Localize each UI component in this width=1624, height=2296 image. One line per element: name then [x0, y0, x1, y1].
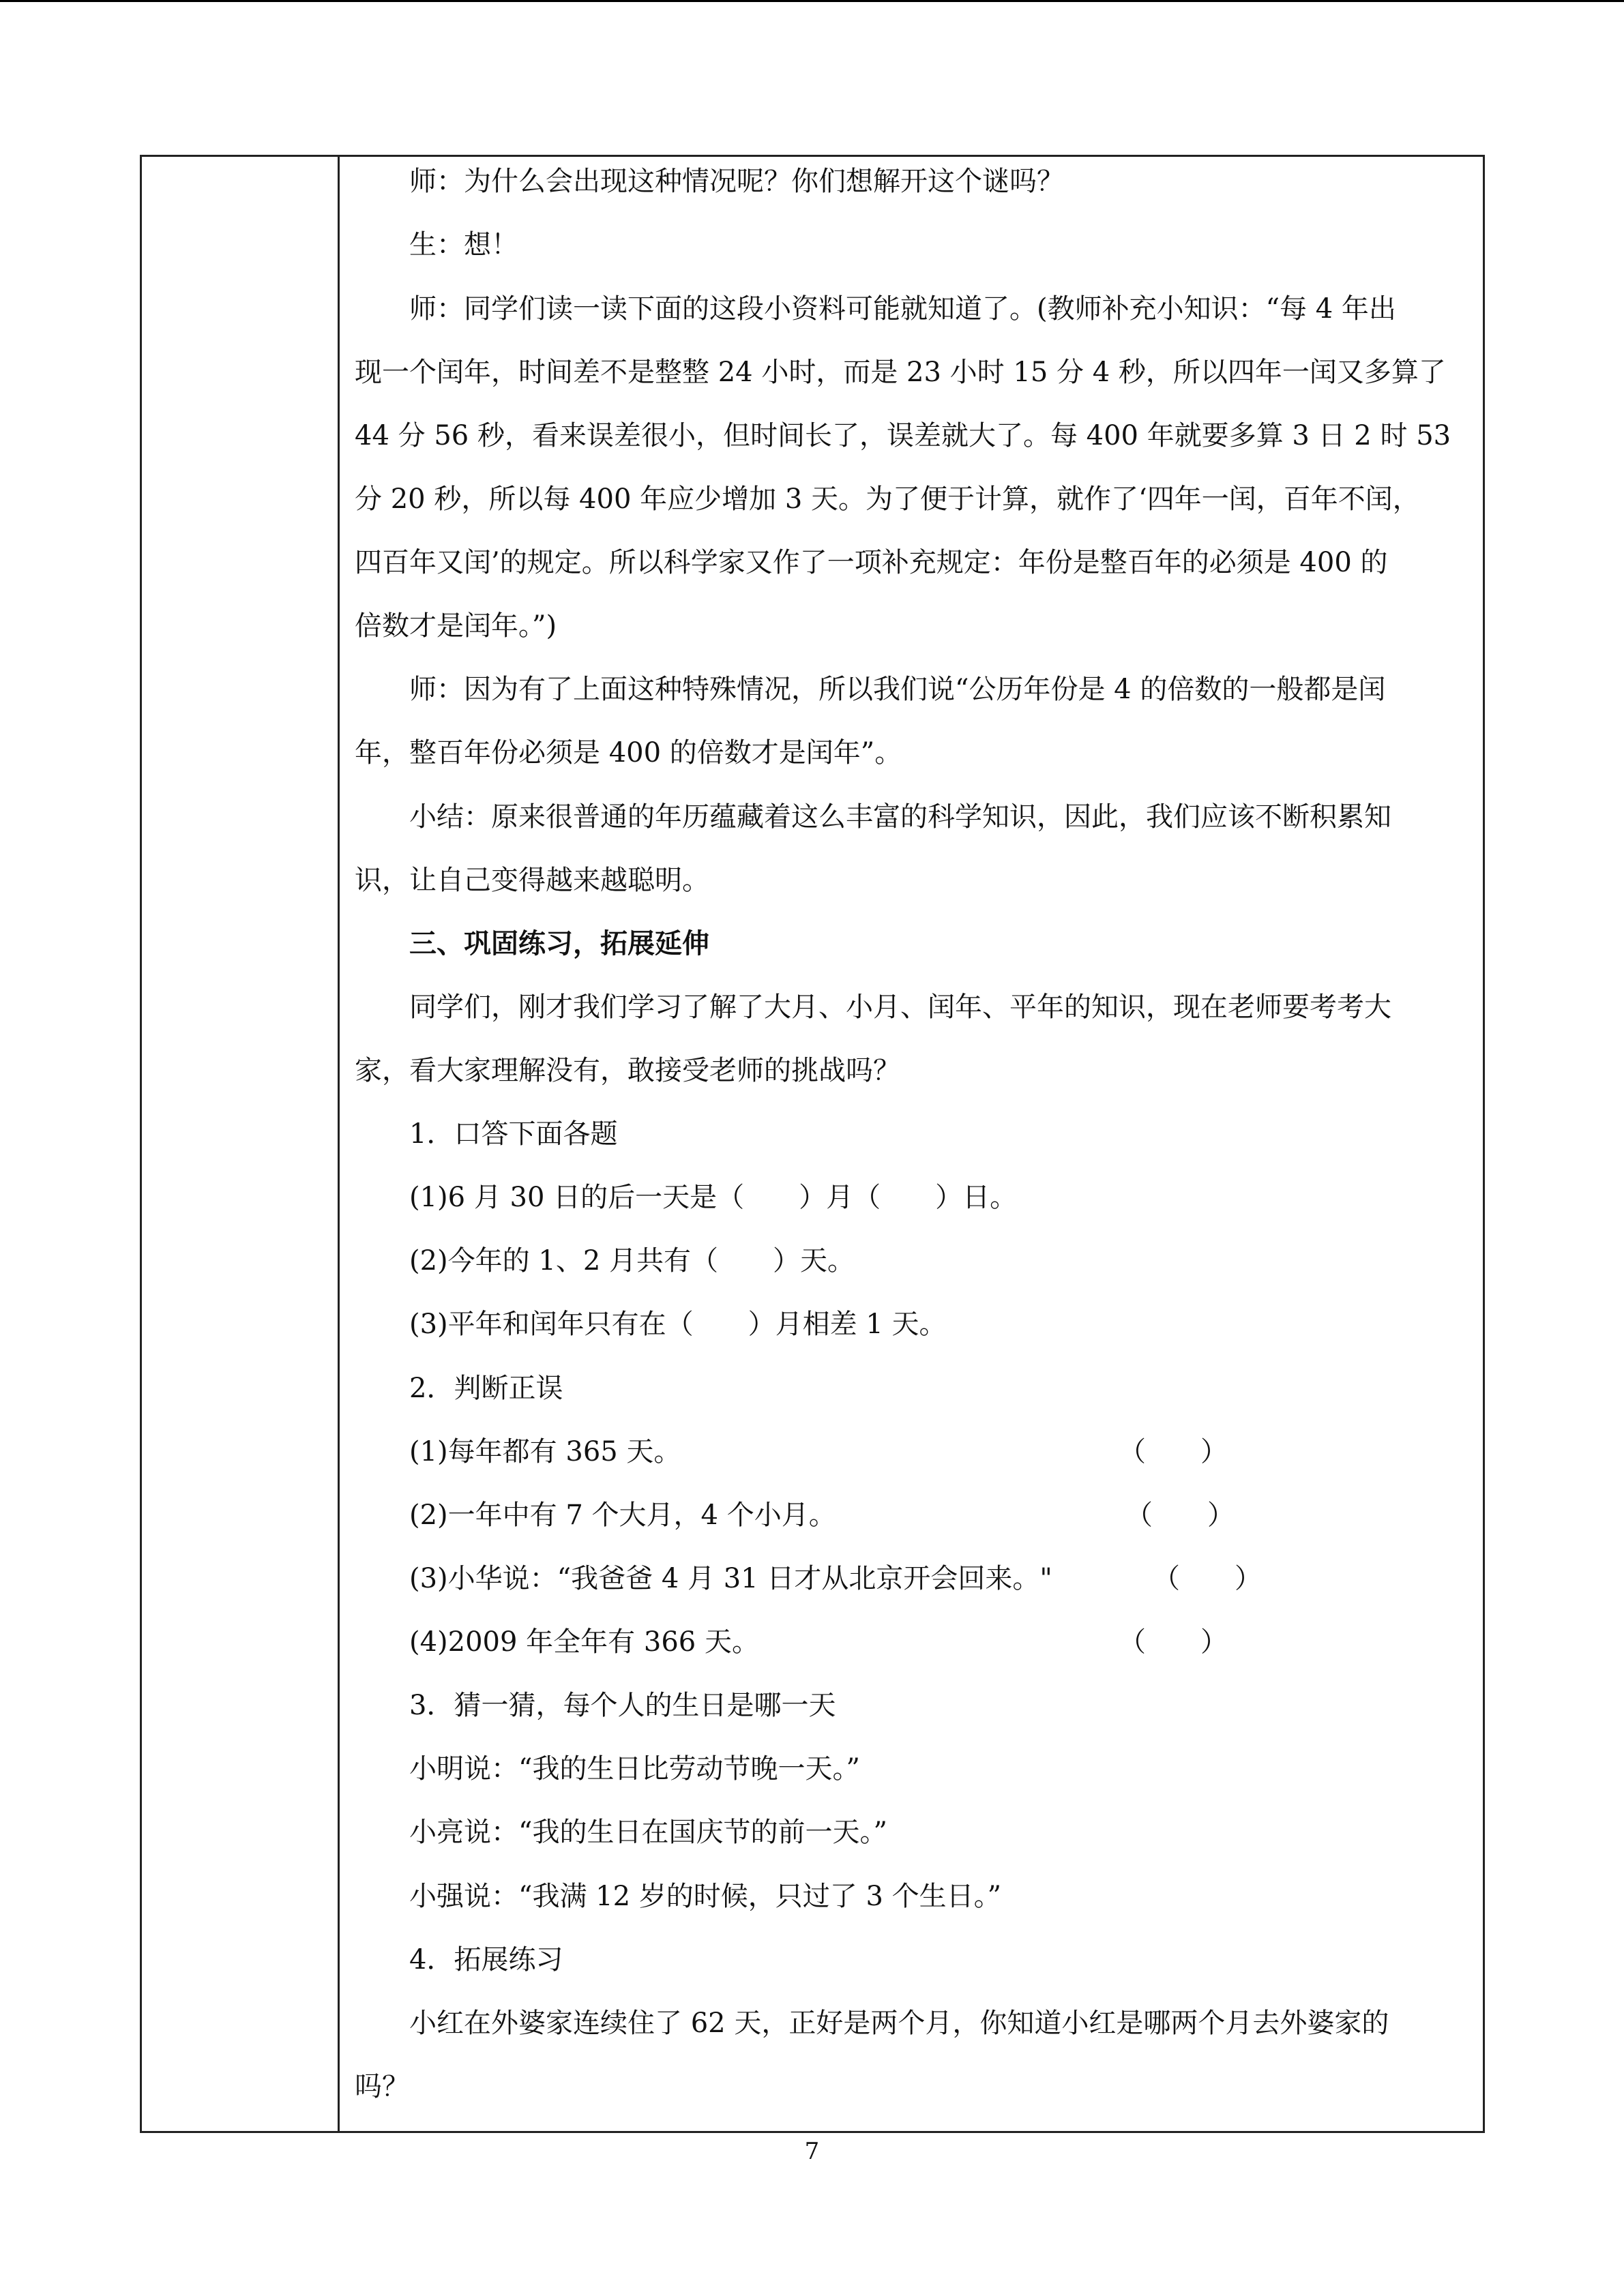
exercise-question: (3)平年和闰年只有在（ ）月相差 1 天。	[409, 1309, 947, 1340]
dialogue-line: 师：为什么会出现这种情况呢？你们想解开这个谜吗？	[409, 166, 1064, 197]
paragraph-line: 小红在外婆家连续住了 62 天，正好是两个月，你知道小红是哪两个月去外婆家的	[409, 2008, 1389, 2039]
paragraph-line: 分 20 秒，所以每 400 年应少增加 3 天。为了便于计算，就作了‘四年一闰，百年不闰，	[355, 483, 1420, 515]
paragraph-line: 倍数才是闰年。”)	[355, 610, 557, 642]
table-column-divider	[338, 155, 340, 2133]
exercise-heading: 4．拓展练习	[409, 1944, 563, 1976]
answer-bracket: （ ）	[1119, 1436, 1228, 1467]
true-false-question: (1)每年都有 365 天。	[409, 1436, 681, 1467]
exercise-question: (2)今年的 1、2 月共有（ ）天。	[409, 1245, 855, 1277]
true-false-question: (4)2009 年全年有 366 天。	[409, 1626, 759, 1658]
true-false-question: (3)小华说：“我爸爸 4 月 31 日才从北京开会回来。"	[409, 1563, 1052, 1594]
summary-line: 识，让自己变得越来越聪明。	[355, 865, 709, 896]
answer-bracket: （ ）	[1125, 1500, 1235, 1531]
paragraph-line: 现一个闰年，时间差不是整整 24 小时，而是 23 小时 15 分 4 秒，所以四年一闰又多算了	[355, 357, 1446, 388]
paragraph-line: 44 分 56 秒，看来误差很小，但时间长了，误差就大了。每 400 年就要多算 3 日 2 时 53	[355, 420, 1451, 451]
dialogue-line: 生：想！	[409, 229, 518, 260]
paragraph-line: 年，整百年份必须是 400 的倍数才是闰年”。	[355, 737, 902, 769]
true-false-question: (2)一年中有 7 个大月，4 个小月。	[409, 1500, 836, 1531]
paragraph-line: 家，看大家理解没有，敢接受老师的挑战吗？	[355, 1055, 900, 1086]
exercise-heading: 3．猜一猜，每个人的生日是哪一天	[409, 1690, 836, 1721]
dialogue-line: 师：因为有了上面这种特殊情况，所以我们说“公历年份是 4 的倍数的一般都是闰	[409, 674, 1386, 705]
top-border-rule	[0, 0, 1624, 2]
riddle-line: 小明说：“我的生日比劳动节晚一天。”	[409, 1753, 860, 1785]
riddle-line: 小强说：“我满 12 岁的时候，只过了 3 个生日。”	[409, 1881, 1002, 1912]
exercise-heading: 1．口答下面各题	[409, 1118, 618, 1150]
dialogue-line: 师：同学们读一读下面的这段小资料可能就知道了。(教师补充小知识：“每 4 年出	[409, 293, 1396, 325]
paragraph-line: 吗？	[355, 2071, 409, 2102]
exercise-heading: 2．判断正误	[409, 1373, 563, 1404]
page-number: 7	[804, 2138, 820, 2165]
answer-bracket: （ ）	[1153, 1563, 1262, 1594]
paragraph-line: 四百年又闰’的规定。所以科学家又作了一项补充规定：年份是整百年的必须是 400 的	[355, 547, 1388, 578]
answer-bracket: （ ）	[1119, 1626, 1228, 1658]
paragraph-line: 同学们，刚才我们学习了解了大月、小月、闰年、平年的知识，现在老师要考考大	[409, 992, 1391, 1023]
riddle-line: 小亮说：“我的生日在国庆节的前一天。”	[409, 1817, 887, 1848]
summary-line: 小结：原来很普通的年历蕴藏着这么丰富的科学知识，因此，我们应该不断积累知	[409, 801, 1391, 833]
section-heading: 三、巩固练习，拓展延伸	[409, 927, 709, 959]
exercise-question: (1)6 月 30 日的后一天是（ ）月（ ）日。	[409, 1182, 1018, 1213]
